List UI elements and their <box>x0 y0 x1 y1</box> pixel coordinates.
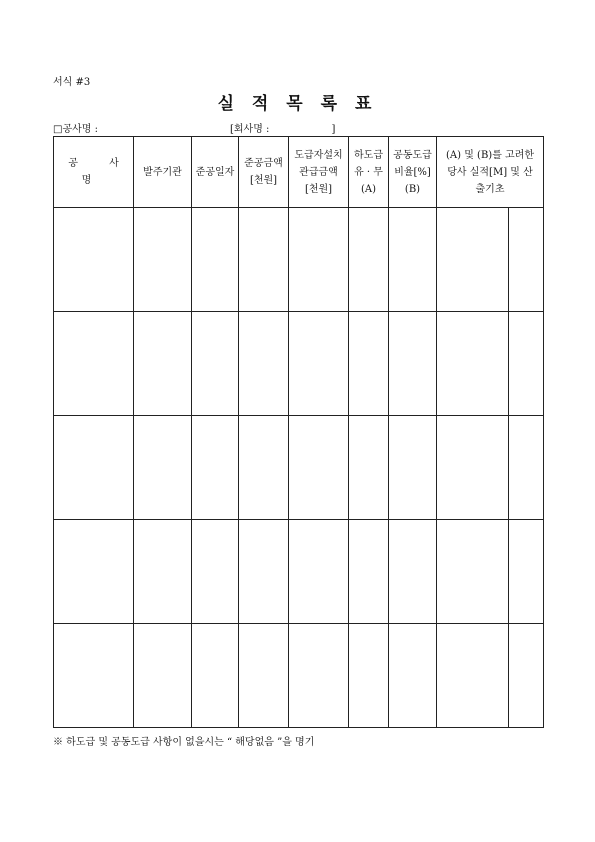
header-joint-contract-ratio: 공동도급 비율[%] (B) <box>389 137 437 208</box>
form-number: 서식 #3 <box>53 77 91 88</box>
table-row <box>54 416 544 520</box>
table-row <box>54 312 544 416</box>
footnote: ※ 하도급 및 공동도급 사항이 없을시는 “ 해당없음 ”을 명기 <box>53 737 315 748</box>
project-name-label: □공사명 : <box>53 124 98 135</box>
company-name-close-bracket: ] <box>331 124 336 135</box>
table-row <box>54 208 544 312</box>
header-row <box>54 137 544 208</box>
header-ordering-agency: 발주기관 <box>134 137 192 208</box>
header-company-record: (A) 및 (B)를 고려한 당사 실적[M] 및 산 출기초 <box>437 137 544 208</box>
table-row <box>54 520 544 624</box>
company-name-field <box>230 120 335 135</box>
page-title: 실 적 목 록 표 <box>217 94 378 114</box>
header-project-name: 공 사 명 <box>54 137 134 208</box>
record-table <box>53 136 544 728</box>
header-government-material-amount: 도급자설치 관급금액 [천원] <box>289 137 349 208</box>
company-name-label: [회사명 : <box>230 124 270 135</box>
header-completion-amount: 준공금액 [천원] <box>239 137 289 208</box>
header-completion-date: 준공일자 <box>192 137 239 208</box>
header-subcontract: 하도급 유 · 무 (A) <box>349 137 389 208</box>
table-row <box>54 624 544 728</box>
